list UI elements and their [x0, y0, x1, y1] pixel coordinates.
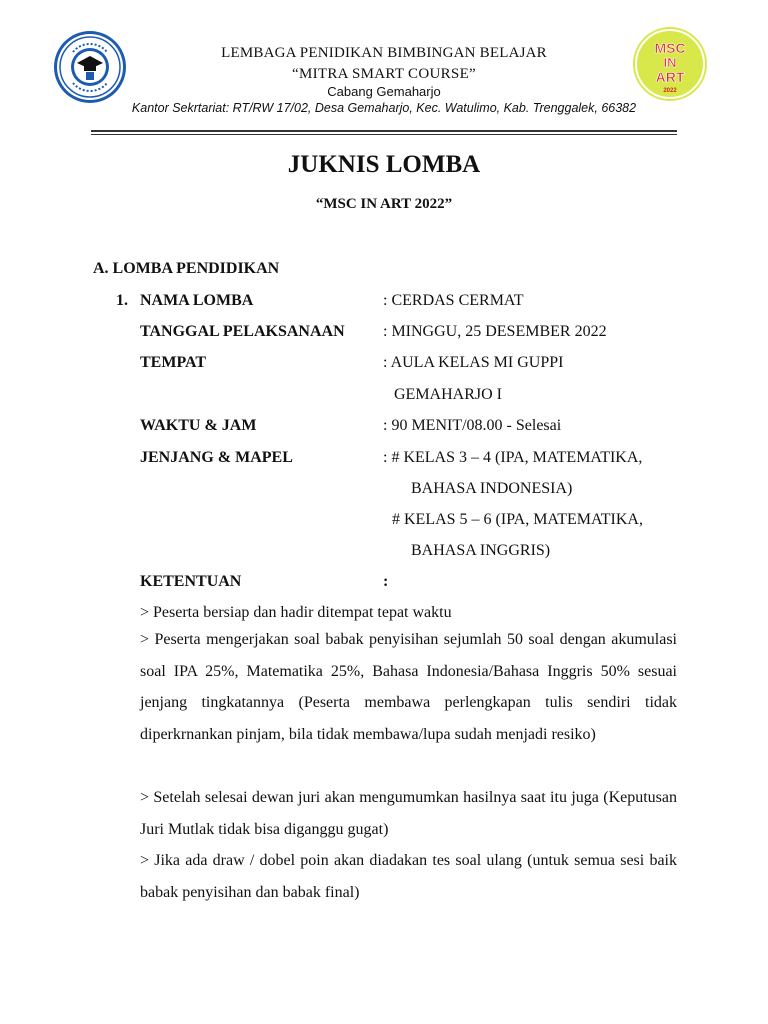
svg-text:2022: 2022	[663, 88, 677, 94]
field-value-tempat-cont: GEMAHARJO I	[394, 386, 502, 403]
svg-text:ART: ART	[655, 69, 685, 85]
office-address: Kantor Sekrtariat: RT/RW 17/02, Desa Gemaharjo, Kec. Watulimo, Kab. Trenggalek, 66382	[131, 101, 637, 115]
field-value-waktu: : 90 MENIT/08.00 - Selesai	[383, 417, 562, 434]
svg-text:IN: IN	[663, 55, 677, 70]
branch-name: Cabang Gemaharjo	[327, 84, 441, 99]
svg-text:MSC: MSC	[654, 40, 686, 56]
field-value-jenjang-2-cont: BAHASA INGGRIS)	[411, 542, 551, 559]
field-value-jenjang-2: # KELAS 5 – 6 (IPA, MATEMATIKA,	[392, 511, 643, 528]
rule-item: > Peserta mengerjakan soal babak penyisihan sejumlah 50 soal dengan akumulasi soal IPA 25%, Matematika 25%, Bahasa Indonesia/Bahasa Inggris 50% sesuai jenjang tingkatannya (Peserta membawa perlengkapan tulis sendiri tidak diperkrnankan pinjam, bila tidak membawa/lupa sudah menjadi resiko)	[140, 631, 677, 743]
section-heading: A. LOMBA PENDIDIKAN	[93, 260, 280, 277]
course-name: “MITRA SMART COURSE”	[291, 66, 476, 82]
rule-item: > Peserta bersiap dan hadir ditempat tepat waktu	[140, 604, 452, 621]
institution-name: LEMBAGA PENIDIKAN BIMBINGAN BELAJAR	[221, 45, 547, 61]
field-value-jenjang-cont: BAHASA INDONESIA)	[411, 480, 573, 497]
page-title: JUKNIS LOMBA	[287, 151, 481, 178]
institution-seal-icon	[53, 30, 127, 104]
field-value-ketentuan: :	[383, 573, 389, 590]
item-number: 1.	[116, 292, 128, 309]
field-label-jenjang: JENJANG & MAPEL	[140, 449, 293, 466]
field-label-tanggal: TANGGAL PELAKSANAAN	[140, 323, 345, 340]
field-value-jenjang: : # KELAS 3 – 4 (IPA, MATEMATIKA,	[383, 449, 643, 466]
page-subtitle: “MSC IN ART 2022”	[315, 196, 453, 212]
rule-item: > Jika ada draw / dobel poin akan diadakan tes soal ulang (untuk semua sesi baik babak penyisihan dan babak final)	[140, 852, 677, 901]
field-value-tanggal: : MINGGU, 25 DESEMBER 2022	[383, 323, 607, 340]
header-divider-thin	[91, 134, 677, 135]
field-label-ketentuan: KETENTUAN	[140, 573, 242, 590]
field-value-nama: : CERDAS CERMAT	[383, 292, 524, 309]
field-value-tempat: : AULA KELAS MI GUPPI	[383, 354, 564, 371]
field-label-waktu: WAKTU & JAM	[140, 417, 257, 434]
rule-item: > Setelah selesai dewan juri akan mengumumkan hasilnya saat itu juga (Keputusan Juri Mutlak tidak bisa diganggu gugat)	[140, 789, 677, 838]
header-divider	[91, 130, 677, 132]
field-label-tempat: TEMPAT	[140, 354, 207, 371]
field-label-nama: NAMA LOMBA	[140, 292, 254, 309]
